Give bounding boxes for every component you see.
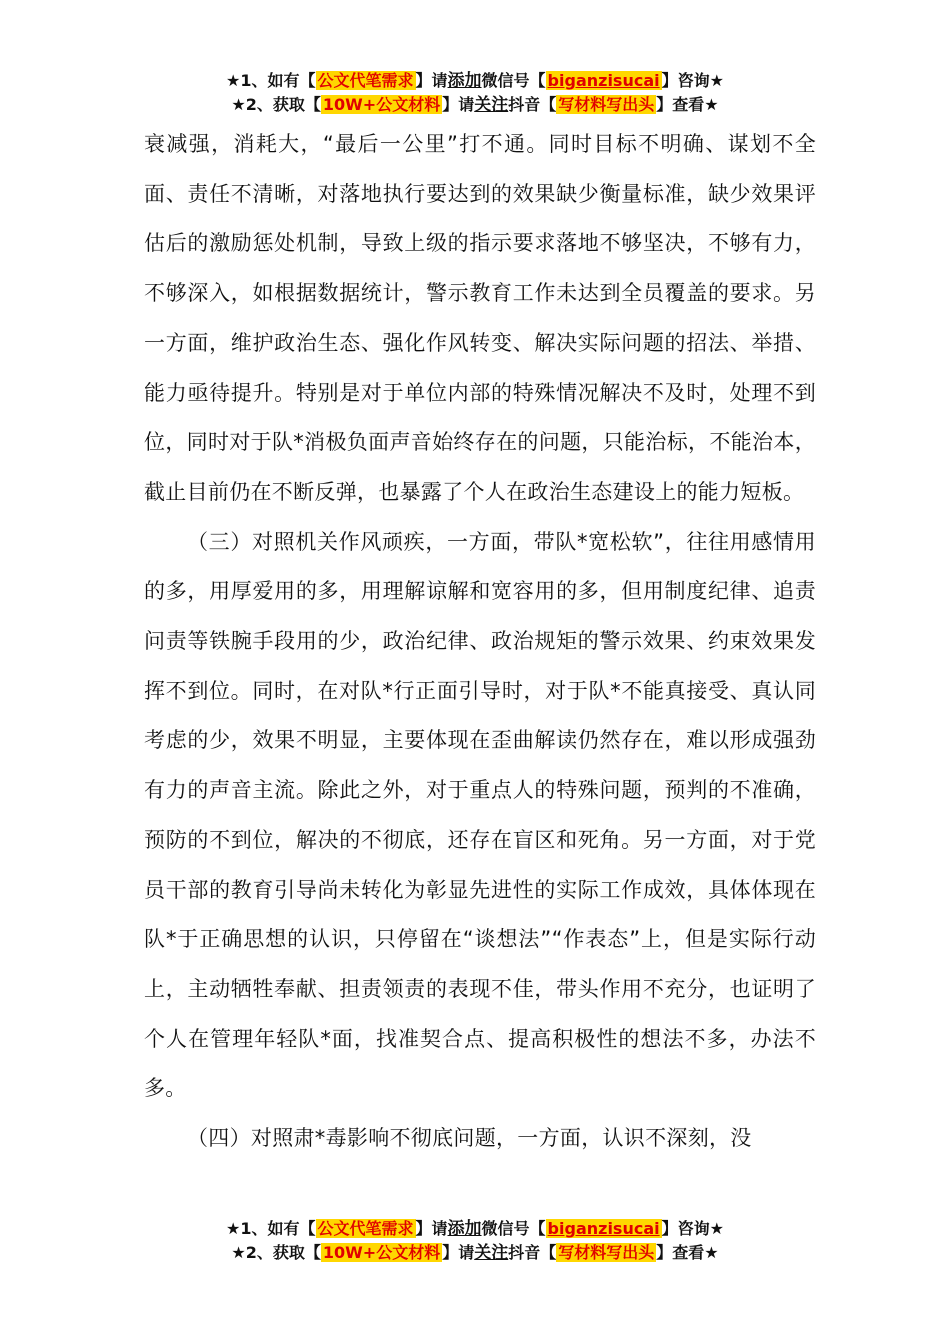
banner-text: 】查看★: [656, 1243, 719, 1262]
banner-text: 】咨询★: [661, 71, 724, 90]
douyin-account: 写材料写出头: [558, 1243, 655, 1262]
banner-text: 微信号【: [481, 1219, 546, 1238]
banner-text: 】咨询★: [661, 1219, 724, 1238]
header-banner: [0, 69, 950, 117]
document-body: [144, 120, 816, 1164]
banner-text: ★2、获取【: [231, 95, 321, 114]
paragraph-continuation: 衰减强，消耗大，“最后一公里”打不通。同时目标不明确、谋划不全面、责任不清晰，对落地执行要达到的效果缺少衡量标准，缺少效果评估后的激励惩处机制，导致上级的指示要求落地不够坚决，不够有力，不够深入，如根据数据统计，警示教育工作未达到全员覆盖的要求。另一方面，维护政治生态、强化作风转变、解决实际问题的招法、举措、能力亟待提升。特别是对于单位内部的特殊情况解决不及时，处理不到位，同时对于队*消极负面声音始终存在的问题，只能治标，不能治本，截止目前仍在不断反弹，也暴露了个人在政治生态建设上的能力短板。: [144, 132, 816, 504]
banner-line-1: [0, 1217, 950, 1241]
highlight-service: 公文代笔需求: [317, 71, 414, 90]
emphasis-text: 添加: [447, 71, 482, 91]
emphasis-text: 关注: [474, 95, 509, 115]
wechat-id: biganzisucai: [547, 1219, 660, 1238]
banner-text: 】请: [442, 1243, 475, 1262]
banner-line-2: [0, 1241, 950, 1265]
banner-text: 】请: [442, 95, 475, 114]
banner-text: 抖音【: [508, 1243, 557, 1262]
banner-text: 】查看★: [656, 95, 719, 114]
paragraph-section-3: （三）对照机关作风顽疾，一方面，带队*宽松软”，往往用感情用的多，用厚爱用的多，用理解谅解和宽容用的多，但用制度纪律、追责问责等铁腕手段用的少，政治纪律、政治规矩的警示效果、约束效果发挥不到位。同时，在对队*行正面引导时，对于队*不能真接受、真认同考虑的少，效果不明显，主要体现在歪曲解读仍然存在，难以形成强劲有力的声音主流。除此之外，对于重点人的特殊问题，预判的不准确，预防的不到位，解决的不彻底，还存在盲区和死角。另一方面，对于党员干部的教育引导尚未转化为彰显先进性的实际工作成效，具体体现在队*于正确思想的认识，只停留在“谈想法”“作表态”上，但是实际行动上，主动牺牲奉献、担责领责的表现不佳，带头作用不充分，也证明了个人在管理年轻队*面，找准契合点、提高积极性的想法不多，办法不多。: [144, 529, 816, 1101]
banner-text: 微信号【: [481, 71, 546, 90]
banner-text: 】请: [415, 71, 448, 90]
banner-line-2: [0, 93, 950, 117]
highlight-materials: 10W+公文材料: [322, 1243, 441, 1262]
footer-banner: [0, 1217, 950, 1265]
highlight-materials: 10W+公文材料: [322, 95, 441, 114]
banner-text: ★2、获取【: [231, 1243, 321, 1262]
emphasis-text: 添加: [447, 1219, 482, 1239]
banner-text: 抖音【: [508, 95, 557, 114]
highlight-service: 公文代笔需求: [317, 1219, 414, 1238]
banner-text: ★1、如有【: [226, 71, 316, 90]
paragraph-section-4: （四）对照肃*毒影响不彻底问题，一方面，认识不深刻，没: [187, 1126, 752, 1151]
emphasis-text: 关注: [474, 1243, 509, 1263]
banner-text: 】请: [415, 1219, 448, 1238]
banner-line-1: [0, 69, 950, 93]
douyin-account: 写材料写出头: [558, 95, 655, 114]
banner-text: ★1、如有【: [226, 1219, 316, 1238]
wechat-id: biganzisucai: [547, 71, 660, 90]
